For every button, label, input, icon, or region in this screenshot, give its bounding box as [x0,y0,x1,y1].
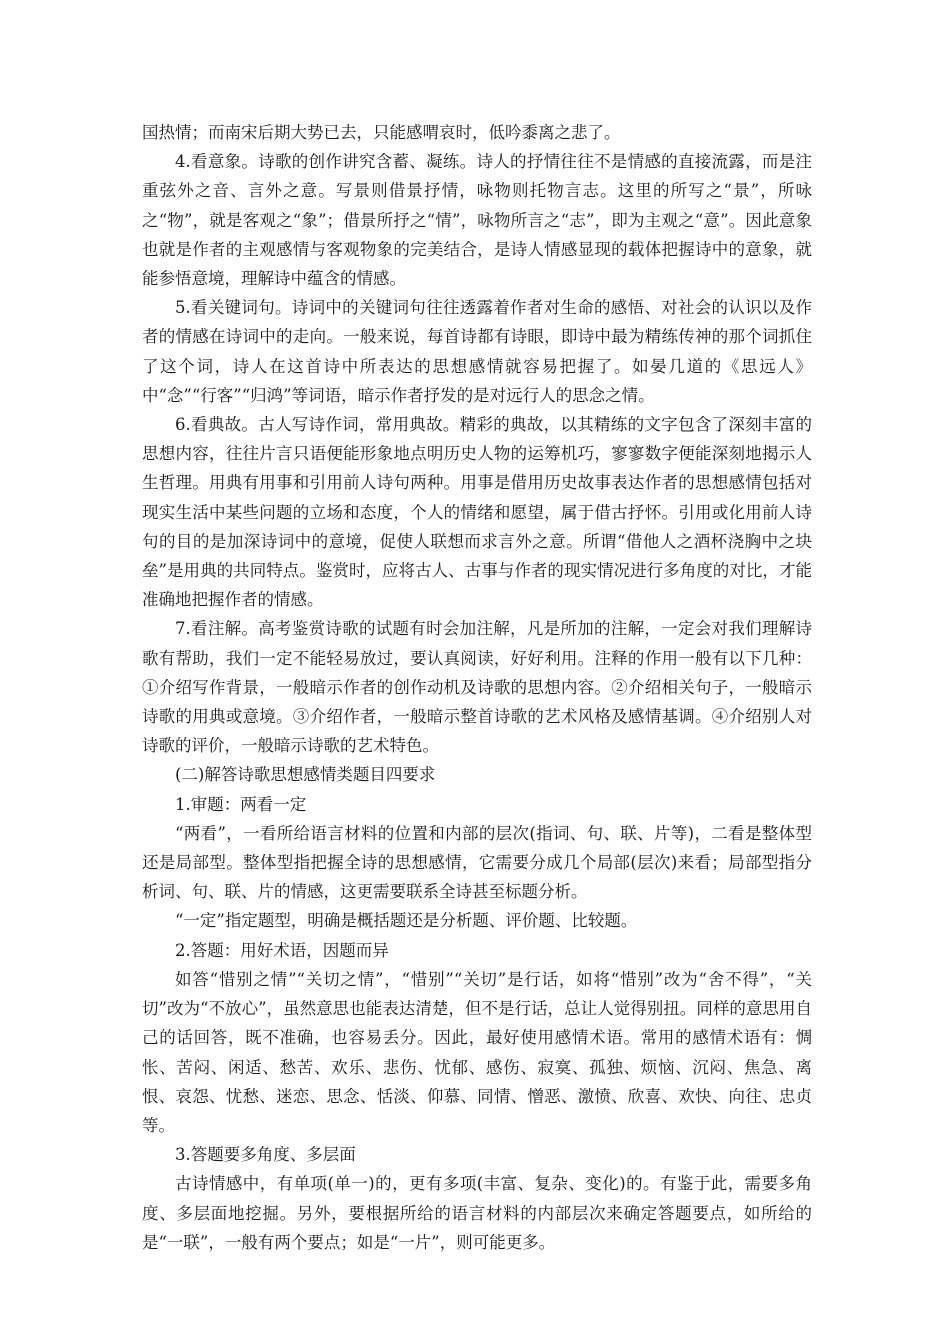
paragraph-allusions: 6.看典故。古人写诗作词，常用典故。精彩的典故，以其精练的文字包含了深刻丰富的思想内容，往往片言只语便能形象地点明历史人物的运筹机巧，寥寥数字便能深刻地揭示人生哲理。用典有用事和引用前人诗句两种。用事是借用历史故事表达作者的思想感情包括对现实生活中某些问题的立场和态度，个人的情绪和愿望，属于借古抒怀。引用或化用前人诗句的目的是加深诗词中的意境，促使人联想而求言外之意。所谓“借他人之酒杯浇胸中之块垒”是用典的共同特点。鉴赏时，应将古人、古事与作者的现实情况进行多角度的对比，才能准确地把握作者的情感。 [142,415,812,610]
subheading-answer: 2.答题：用好术语，因题而异 [175,940,389,960]
paragraph-one-determine: “一定”指定题型，明确是概括题还是分析题、评价题、比较题。 [175,911,638,931]
paragraph-multi-angle: 古诗情感中，有单项(单一)的，更有多项(丰富、复杂、变化)的。有鉴于此，需要多角度、多层面地挖掘。另外，要根据所给的语言材料的内部层次来确定答题要点，如所给的是“一联”，一般有两个要点；如是“一片”，则可能更多。 [142,1174,812,1252]
paragraph-two-looks: “两看”，一看所给语言材料的位置和内部的层次(指词、句、联、片等)，二看是整体型还是局部型。整体型指把握全诗的思想感情，它需要分成几个局部(层次)来看；局部型指分析词、句、联、片的情感，这更需要联系全诗甚至标题分析。 [142,823,812,902]
paragraph-key-words: 5.看关键词句。诗词中的关键词句往往透露着作者对生命的感悟、对社会的认识以及作者的情感在诗词中的走向。一般来说，每首诗都有诗眼，即诗中最为精练传神的那个词抓住了这个词，诗人在这首诗中所表达的思想感情就容易把握了。如晏几道的《思远人》中“念”“行客”“归鸿”等词语，暗示作者抒发的是对远行人的思念之情。 [142,298,812,405]
paragraph-imagery: 4.看意象。诗歌的创作讲究含蓄、凝练。诗人的抒情往往不是情感的直接流露，而是注重弦外之音、言外之意。写景则借景抒情，咏物则托物言志。这里的所写之“景”，所咏之“物”，就是客观之“象”；借景所抒之“情”，咏物所言之“志”，即为主观之“意”。因此意象也就是作者的主观感情与客观物象的完美结合，是诗人情感显现的载体把握诗中的意象，就能参悟意境，理解诗中蕴含的情感。 [142,152,812,289]
body-text [142,118,812,1257]
subheading-multi-angle: 3.答题要多角度、多层面 [175,1145,356,1165]
paragraph-annotations: 7.看注解。高考鉴赏诗歌的试题有时会加注解，凡是所加的注解，一定会对我们理解诗歌有帮助，我们一定不能轻易放过，要认真阅读，好好利用。注释的作用一般有以下几种：①介绍写作背景，一般暗示作者的创作动机及诗歌的思想内容。②介绍相关句子，一般暗示诗歌的用典或意境。③介绍作者，一般暗示整首诗歌的艺术风格及感情基调。④介绍别人对诗歌的评价，一般暗示诗歌的艺术特色。 [142,619,812,756]
subheading-review: 1.审题：两看一定 [175,794,307,814]
paragraph-continuation: 国热情；而南宋后期大势已去，只能感喟哀时，低吟黍离之悲了。 [142,123,621,142]
paragraph-terminology: 如答“惜别之情”“关切之情”，“惜别”“关切”是行话，如将“惜别”改为“舍不得”，“关切”改为“不放心”，虽然意思也能表达清楚，但不是行话，总让人觉得别扭。同样的意思用自己的话回答，既不准确，也容易丢分。因此，最好使用感情术语。常用的感情术语有：惆怅、苦闷、闲适、愁苦、欢乐、悲伤、忧郁、感伤、寂寞、孤独、烦恼、沉闷、焦急、离恨、哀怨、忧愁、迷恋、思念、恬淡、仰慕、同情、憎恶、激愤、欣喜、欢快、向往、忠贞等。 [142,969,812,1135]
section-heading: (二)解答诗歌思想感情类题目四要求 [175,765,436,785]
